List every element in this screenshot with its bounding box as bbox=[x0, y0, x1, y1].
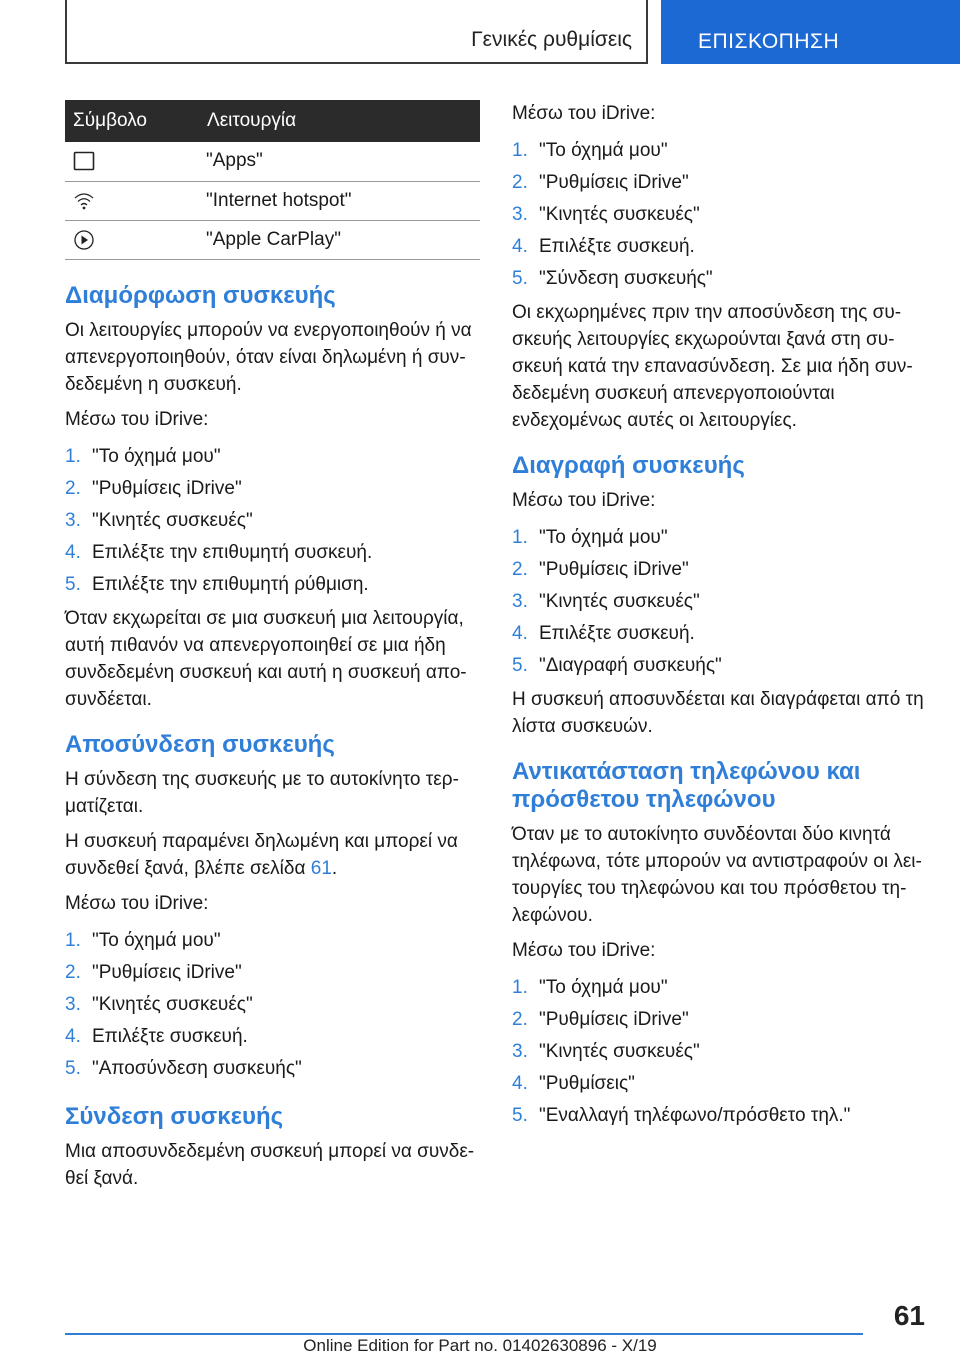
swap-via: Μέσω του iDrive: bbox=[512, 940, 656, 961]
list-item: 3. "Κινητές συσκευές" bbox=[512, 204, 700, 225]
page-number: 61 bbox=[893, 1300, 925, 1331]
configure-via: Μέσω του iDrive: bbox=[65, 408, 209, 430]
table-row bbox=[65, 220, 480, 259]
play-circle-icon bbox=[65, 220, 198, 259]
right-column bbox=[512, 100, 927, 1136]
table-row bbox=[65, 181, 480, 220]
square-outline-icon bbox=[65, 142, 198, 181]
heading-disconnect-device: Αποσύνδεση συσκευής bbox=[65, 730, 335, 758]
footer-divider bbox=[65, 1333, 863, 1335]
heading-configure-device: Διαμόρφωση συσκευής bbox=[65, 281, 336, 309]
list-item: 3. "Κινητές συσκευές" bbox=[512, 1041, 700, 1062]
list-item: 3. "Κινητές συσκευές" bbox=[512, 591, 700, 612]
heading-swap-phone: Αντικατάσταση τηλεφώνου και πρόσθετου τηλεφώνου bbox=[512, 758, 861, 813]
left-column bbox=[65, 100, 480, 1200]
list-item: 4. "Ρυθμίσεις" bbox=[512, 1073, 635, 1094]
delete-steps bbox=[512, 522, 927, 682]
connect-p1: Μια αποσυνδεδεμένη συσκευή μπορεί να συνδεθεί ξανά. bbox=[65, 1140, 475, 1189]
header-chapter-title: ΕΠΙΣΚΟΠΗΣΗ bbox=[698, 30, 840, 53]
delete-note: Η συσκευή αποσυνδέεται και διαγράφεται από τη λίστα συσκευών. bbox=[512, 689, 924, 737]
table-cell-function: "Internet hotspot" bbox=[198, 181, 480, 220]
list-item: 5. "Αποσύνδεση συσκευής" bbox=[65, 1057, 302, 1079]
table-cell-function: "Apple CarPlay" bbox=[198, 220, 480, 259]
connect-via: Μέσω του iDrive: bbox=[512, 103, 656, 124]
disconnect-steps bbox=[65, 925, 480, 1085]
configure-intro: Οι λειτουργίες μπορούν να ενεργοποιηθούν ή να απενεργοποιηθούν, όταν είναι δηλωμένη ή συνδεδεμένη η συσκευή. bbox=[65, 319, 472, 395]
header-section-title: Γενικές ρυθμίσεις bbox=[471, 28, 632, 51]
disconnect-p2: Η συσκευή παραμένει δηλωμένη και μπορεί να συνδεθεί ξανά, βλέπε σελίδα 61. bbox=[65, 830, 458, 879]
configure-steps bbox=[65, 441, 480, 601]
heading-delete-device: Διαγραφή συσκευής bbox=[512, 452, 745, 479]
table-row bbox=[65, 142, 480, 181]
delete-via: Μέσω του iDrive: bbox=[512, 490, 656, 511]
table-header-row bbox=[65, 100, 480, 142]
page-link[interactable]: 61 bbox=[310, 857, 332, 879]
table-header-function: Λειτουργία bbox=[198, 100, 480, 142]
table-cell-function: "Apps" bbox=[198, 142, 480, 181]
section-swap-phone bbox=[512, 758, 927, 1132]
disconnect-p1: Η σύνδεση της συσκευής με το αυτοκίνητο τερματίζεται. bbox=[65, 768, 459, 817]
list-item: 2. "Ρυθμίσεις iDrive" bbox=[65, 961, 242, 983]
list-item: 5. Επιλέξτε την επιθυμητή ρύθμιση. bbox=[65, 573, 369, 595]
list-item: 3. "Κινητές συσκευές" bbox=[65, 509, 253, 531]
section-configure-device bbox=[65, 282, 480, 713]
list-item: 1. "Το όχημά μου" bbox=[512, 140, 668, 161]
list-item: 1. "Το όχημά μου" bbox=[512, 977, 668, 998]
list-item: 5. "Διαγραφή συσκευής" bbox=[512, 655, 722, 676]
list-item: 4. Επιλέξτε την επιθυμητή συσκευή. bbox=[65, 541, 373, 563]
list-item: 2. "Ρυθμίσεις iDrive" bbox=[512, 1009, 689, 1030]
list-item: 2. "Ρυθμίσεις iDrive" bbox=[512, 172, 689, 193]
list-item: 1. "Το όχημά μου" bbox=[65, 445, 221, 467]
list-item: 1. "Το όχημά μου" bbox=[512, 527, 668, 548]
list-item: 2. "Ρυθμίσεις iDrive" bbox=[512, 559, 689, 580]
connect-steps bbox=[512, 135, 927, 295]
list-item: 2. "Ρυθμίσεις iDrive" bbox=[65, 477, 242, 499]
swap-steps bbox=[512, 972, 927, 1132]
header-section-box bbox=[65, 0, 648, 64]
list-item: 3. "Κινητές συσκευές" bbox=[65, 993, 253, 1015]
heading-connect-device: Σύνδεση συσκευής bbox=[65, 1102, 284, 1130]
connect-note: Οι εκχωρημένες πριν την αποσύνδεση της συσκευής λειτουργίες εκχωρούνται ξανά στη συσκευή κατά την επανασύνδεση. Σε μια ήδη συνδεδεμένη συσκευή απενεργοποιούνται ενδεχομένως αυτές οι λειτουργίες. bbox=[512, 302, 913, 431]
list-item: 4. Επιλέξτε συσκευή. bbox=[65, 1025, 248, 1047]
footer-edition: Online Edition for Part no. 01402630896 - X/19 bbox=[303, 1336, 657, 1355]
header-chapter-tab[interactable] bbox=[661, 0, 960, 64]
list-item: 1. "Το όχημά μου" bbox=[65, 929, 221, 951]
wifi-hotspot-icon bbox=[65, 181, 198, 220]
swap-p1: Όταν με το αυτοκίνητο συνδέονται δύο κινητά τηλέφωνα, τότε μπορούν να αντιστραφούν οι λειτουργίες του τηλεφώνου και του πρόσθετου τηλεφώνου. bbox=[512, 824, 922, 926]
symbol-table bbox=[65, 100, 480, 260]
list-item: 5. "Εναλλαγή τηλέφωνο/πρόσθετο τηλ." bbox=[512, 1105, 851, 1126]
list-item: 5. "Σύνδεση συσκευής" bbox=[512, 268, 713, 289]
list-item: 4. Επιλέξτε συσκευή. bbox=[512, 236, 695, 257]
configure-note: Όταν εκχωρείται σε μια συσκευή μια λειτουργία, αυτή πιθανόν να απενεργοποιηθεί σε μια ήδη συνδεδεμένη συσκευή και αυτή η συσκευή αποσυνδέεται. bbox=[65, 607, 467, 710]
disconnect-via: Μέσω του iDrive: bbox=[65, 892, 209, 914]
section-disconnect-device bbox=[65, 731, 480, 1085]
table-header-symbol: Σύμβολο bbox=[65, 100, 198, 142]
section-delete-device bbox=[512, 452, 927, 740]
section-connect-device bbox=[65, 1103, 480, 1192]
list-item: 4. Επιλέξτε συσκευή. bbox=[512, 623, 695, 644]
